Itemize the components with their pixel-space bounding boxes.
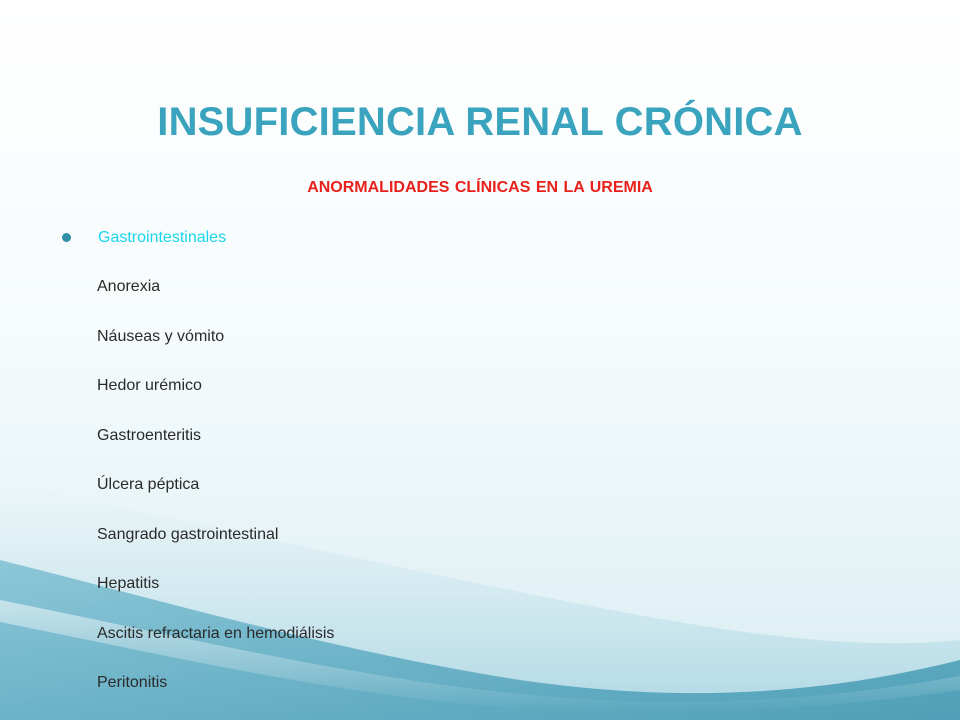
list-item: Ascitis refractaria en hemodiálisis — [97, 624, 335, 642]
symptom-list — [97, 276, 334, 720]
bullet-dot-icon — [62, 233, 71, 242]
slide-title: INSUFICIENCIA RENAL CRÓNICA — [157, 100, 803, 144]
list-item: Peritonitis — [97, 674, 168, 691]
slide-subtitle: ANORMALIDADES CLÍNICAS EN LA UREMIA — [307, 179, 653, 196]
list-item: Hepatitis — [97, 575, 160, 592]
list-item: Hedor urémico — [97, 377, 202, 394]
bullet-heading — [62, 226, 226, 250]
list-item: Gastroenteritis — [97, 426, 202, 444]
list-item: Náuseas y vómito — [97, 327, 225, 345]
list-item: Anorexia — [97, 278, 161, 295]
bullet-heading-label: Gastrointestinales — [98, 229, 227, 246]
list-item: Úlcera péptica — [97, 476, 200, 493]
list-item: Sangrado gastrointestinal — [97, 525, 279, 543]
